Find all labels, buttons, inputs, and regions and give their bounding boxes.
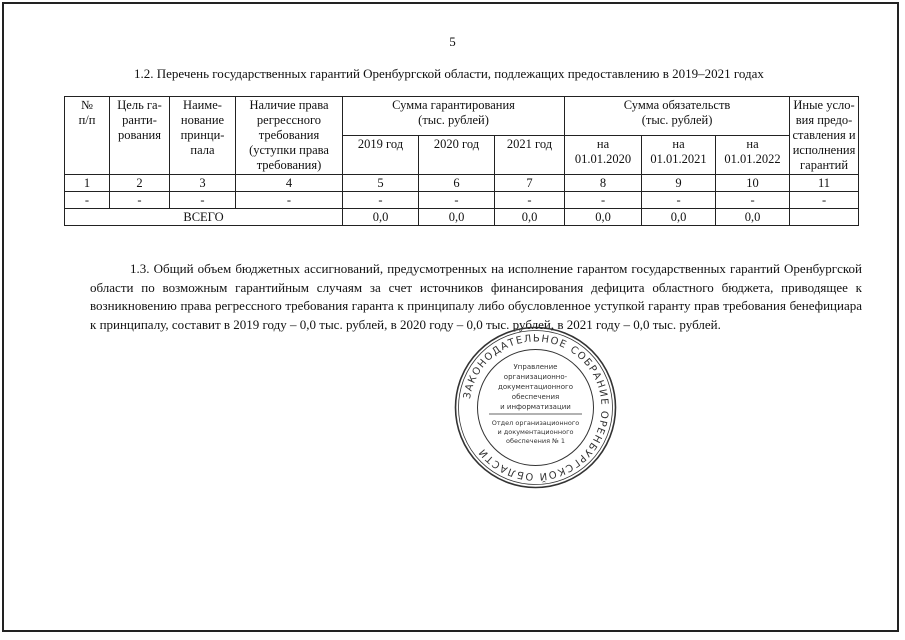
header-text: Наличие права <box>249 98 329 112</box>
page-number: 5 <box>449 34 456 49</box>
header-text: (тыс. рублей) <box>418 113 489 127</box>
table-cell: - <box>790 192 859 209</box>
total-cell: 0,0 <box>642 209 716 226</box>
header-text: исполнения <box>792 143 856 157</box>
page-border-right <box>897 2 899 632</box>
column-number-row <box>65 175 859 192</box>
header-cell-num <box>65 97 110 175</box>
guarantees-table <box>64 96 859 226</box>
stamp-dept-line: и документационного <box>497 428 574 436</box>
header-cell-date <box>565 136 642 175</box>
header-text: (уступки права <box>249 143 329 157</box>
header-text: № <box>81 98 93 112</box>
header-text: Сумма гарантирования <box>392 98 515 112</box>
header-text: Цель га- <box>117 98 162 112</box>
header-cell-year: 2020 год <box>419 136 495 175</box>
header-text: регрессного <box>256 113 322 127</box>
header-text: пала <box>190 143 215 157</box>
header-text: рования <box>118 128 161 142</box>
total-cell: 0,0 <box>565 209 642 226</box>
header-cell-sum-group <box>343 97 565 136</box>
header-text: на <box>672 137 685 151</box>
header-cell-year: 2019 год <box>343 136 419 175</box>
header-text: ставления и <box>792 128 856 142</box>
header-text: 01.01.2020 <box>574 152 632 166</box>
total-cell: 0,0 <box>343 209 419 226</box>
stamp-dept-line: Отдел организационного <box>491 419 580 427</box>
page-border-bottom <box>2 630 899 632</box>
column-number-cell: 9 <box>642 175 716 192</box>
header-cell-year: 2021 год <box>495 136 565 175</box>
column-number-cell: 5 <box>343 175 419 192</box>
header-text: на <box>596 137 610 151</box>
total-cell: 0,0 <box>495 209 565 226</box>
header-text: Иные усло- <box>793 98 855 112</box>
column-number-cell: 4 <box>236 175 343 192</box>
stamp-inner-line: обеспечения <box>511 393 560 401</box>
table-cell: - <box>110 192 170 209</box>
column-number-cell: 3 <box>170 175 236 192</box>
header-text: принци- <box>180 128 225 142</box>
table-cell: - <box>642 192 716 209</box>
header-cell-purpose <box>110 97 170 175</box>
header-text: вия предо- <box>795 113 853 127</box>
column-number-cell: 7 <box>495 175 565 192</box>
total-label: ВСЕГО <box>65 209 343 226</box>
column-number-cell: 10 <box>716 175 790 192</box>
header-cell-regress <box>236 97 343 175</box>
table-cell: - <box>343 192 419 209</box>
table-cell: - <box>419 192 495 209</box>
header-text: Наиме- <box>183 98 222 112</box>
stamp-dept-line: обеспечения № 1 <box>505 437 566 445</box>
stamp-inner-line: Управление <box>513 363 558 371</box>
column-number-cell: 8 <box>565 175 642 192</box>
stamp-inner-line: и информатизации <box>500 403 571 411</box>
column-number-cell: 1 <box>65 175 110 192</box>
table-cell: - <box>716 192 790 209</box>
header-text: 01.01.2022 <box>724 152 781 166</box>
header-row-1 <box>65 97 859 136</box>
header-text: Сумма обязательств <box>623 98 731 112</box>
column-number-cell: 11 <box>790 175 859 192</box>
header-text: (тыс. рублей) <box>641 113 713 127</box>
table-row <box>65 192 859 209</box>
page-border-left <box>2 2 4 632</box>
section-1-3-paragraph: 1.3. Общий объем бюджетных ассигнований, предусмотренных на исполнение гарантом государственных гарантий Оренбургской области по возможным гарантийным случаям за счет источников финансирования дефицита областного бюджета, приводящее к возникновению права регрессного требования гаранта к принципалу либо обусловленное уступкой гаранту прав требования бенефициара к принципалу, составит в 2019 году – 0,0 тыс. рублей, в 2020 году – 0,0 тыс. рублей, в 2021 году – 0,0 тыс. рублей. <box>90 261 862 332</box>
header-text: ранти- <box>122 113 157 127</box>
official-stamp <box>453 325 618 490</box>
header-text: нование <box>180 113 225 127</box>
section-heading: 1.2. Перечень государственных гарантий Оренбургской области, подлежащих предоставлению в 2019–2021 годах <box>134 66 764 81</box>
table-cell: - <box>565 192 642 209</box>
total-row <box>65 209 859 226</box>
header-cell-other <box>790 97 859 175</box>
header-text: 01.01.2021 <box>650 152 707 166</box>
column-number-cell: 2 <box>110 175 170 192</box>
table-cell: - <box>236 192 343 209</box>
stamp-ring-text: ЗАКОНОДАТЕЛЬНОЕ СОБРАНИЕ ОРЕНБУРГСКОЙ ОБЛАСТИ <box>462 333 610 482</box>
table-cell: - <box>65 192 110 209</box>
header-text: гарантий <box>800 158 849 172</box>
header-text: п/п <box>78 113 96 127</box>
header-text: требования) <box>256 158 322 172</box>
header-text: требования <box>258 128 320 142</box>
stamp-inner-line: документационного <box>497 383 574 391</box>
header-cell-date <box>716 136 790 175</box>
table-cell: - <box>495 192 565 209</box>
header-cell-principal <box>170 97 236 175</box>
total-cell: 0,0 <box>716 209 790 226</box>
table-cell: - <box>170 192 236 209</box>
header-cell-date <box>642 136 716 175</box>
total-cell: 0,0 <box>419 209 495 226</box>
header-text: на <box>746 137 759 151</box>
page-border-top <box>2 2 899 4</box>
header-cell-obligation-group <box>565 97 790 136</box>
stamp-inner-line: организационно- <box>503 373 568 381</box>
column-number-cell: 6 <box>419 175 495 192</box>
total-cell-empty <box>790 209 859 226</box>
